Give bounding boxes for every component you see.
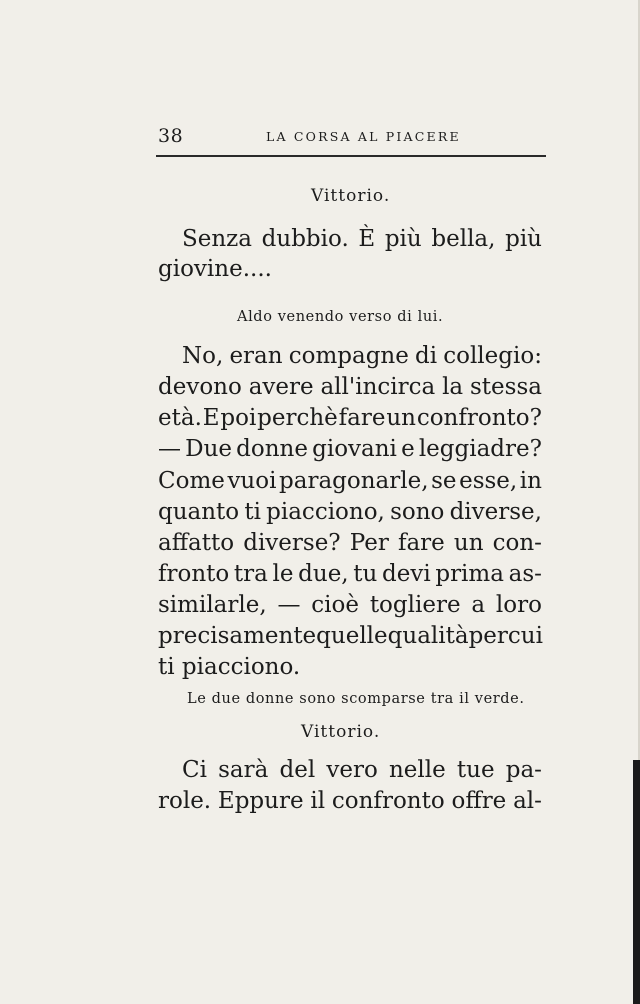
stage-direction: Le due donne sono scomparse tra il verde. xyxy=(187,691,525,707)
running-title: LA CORSA AL PIACERE xyxy=(266,129,461,144)
word: loro xyxy=(495,592,542,618)
word: avere xyxy=(248,374,314,400)
word: perchè xyxy=(257,405,338,431)
word: as- xyxy=(508,561,542,587)
speaker-name: Vittorio. xyxy=(311,186,391,206)
word: devi xyxy=(382,561,431,587)
word: role. xyxy=(158,788,212,814)
word: Eppure xyxy=(217,788,304,814)
word: stessa xyxy=(469,374,542,400)
text-line xyxy=(182,759,542,782)
word: fare xyxy=(397,530,445,556)
word: giovani xyxy=(312,436,397,462)
text-line xyxy=(158,501,542,524)
word: quanto xyxy=(158,499,240,525)
text-line xyxy=(158,563,542,586)
speaker-name: Vittorio. xyxy=(301,722,381,742)
word: Ci xyxy=(182,757,207,783)
header-rule xyxy=(156,155,546,157)
word: ti xyxy=(244,499,261,525)
word: donne xyxy=(236,436,308,462)
text-line xyxy=(158,407,542,430)
word: di xyxy=(414,343,438,369)
word: eran xyxy=(229,343,283,369)
word: più xyxy=(505,226,542,252)
word: — xyxy=(158,436,181,462)
word: devono xyxy=(158,374,242,400)
word: paragonarle, xyxy=(279,468,429,494)
word: È xyxy=(358,226,376,252)
word: a xyxy=(471,592,486,618)
word: le xyxy=(272,561,294,587)
word: in xyxy=(519,468,542,494)
word: No, xyxy=(182,343,224,369)
word: collegio: xyxy=(443,343,542,369)
running-head xyxy=(158,125,544,149)
word: poi xyxy=(220,405,257,431)
word: nelle xyxy=(388,757,446,783)
word: piacciono, xyxy=(266,499,385,525)
word: compagne xyxy=(288,343,409,369)
word: e xyxy=(401,436,415,462)
word: Per xyxy=(349,530,389,556)
word: similarle, xyxy=(158,592,267,618)
word: pa- xyxy=(505,757,542,783)
word: bella, xyxy=(431,226,496,252)
word: cioè xyxy=(311,592,359,618)
page-number: 38 xyxy=(158,125,184,147)
word: con- xyxy=(492,530,542,556)
word: Senza xyxy=(182,226,253,252)
word: vuoi xyxy=(227,468,277,494)
word: al- xyxy=(513,788,542,814)
word: tu xyxy=(353,561,378,587)
word: quelle xyxy=(316,623,388,649)
word: del xyxy=(279,757,316,783)
word: per xyxy=(468,623,508,649)
word: affatto xyxy=(158,530,235,556)
word: cui xyxy=(507,623,543,649)
word: due, xyxy=(298,561,349,587)
word: confronto xyxy=(331,788,445,814)
text-line xyxy=(158,625,542,648)
text-line xyxy=(158,790,542,813)
text-line xyxy=(182,228,542,251)
word: Due xyxy=(185,436,233,462)
word: E xyxy=(202,405,220,431)
text-line: ti piacciono. xyxy=(158,654,301,680)
word: fare xyxy=(338,405,386,431)
word: diverse, xyxy=(449,499,542,525)
word: qualità xyxy=(387,623,469,649)
word: offre xyxy=(451,788,507,814)
word: un xyxy=(453,530,484,556)
word: confronto? xyxy=(416,405,542,431)
text-line xyxy=(158,470,542,493)
word: all'incirca xyxy=(320,374,436,400)
word: fronto xyxy=(158,561,230,587)
word: esse, xyxy=(459,468,518,494)
word: tue xyxy=(456,757,495,783)
text-line xyxy=(158,532,542,555)
word: il xyxy=(310,788,326,814)
word: leggiadre? xyxy=(418,436,542,462)
word: precisamente xyxy=(158,623,317,649)
word: tra xyxy=(233,561,268,587)
word: — xyxy=(277,592,301,618)
word: se xyxy=(431,468,457,494)
word: prima xyxy=(435,561,504,587)
text-line xyxy=(158,376,542,399)
word: togliere xyxy=(369,592,461,618)
word: vero xyxy=(326,757,378,783)
binding-shadow xyxy=(633,760,640,1004)
word: dubbio. xyxy=(261,226,349,252)
word: la xyxy=(442,374,464,400)
text-line: giovine.... xyxy=(158,256,272,282)
word: età. xyxy=(158,405,202,431)
stage-direction: Aldo venendo verso di lui. xyxy=(237,309,444,325)
text-line xyxy=(158,594,542,617)
word: Come xyxy=(158,468,225,494)
word: diverse? xyxy=(243,530,341,556)
text-line xyxy=(158,438,542,461)
word: più xyxy=(384,226,422,252)
word: un xyxy=(386,405,416,431)
word: sono xyxy=(390,499,445,525)
text-line xyxy=(182,345,542,368)
word: sarà xyxy=(218,757,269,783)
